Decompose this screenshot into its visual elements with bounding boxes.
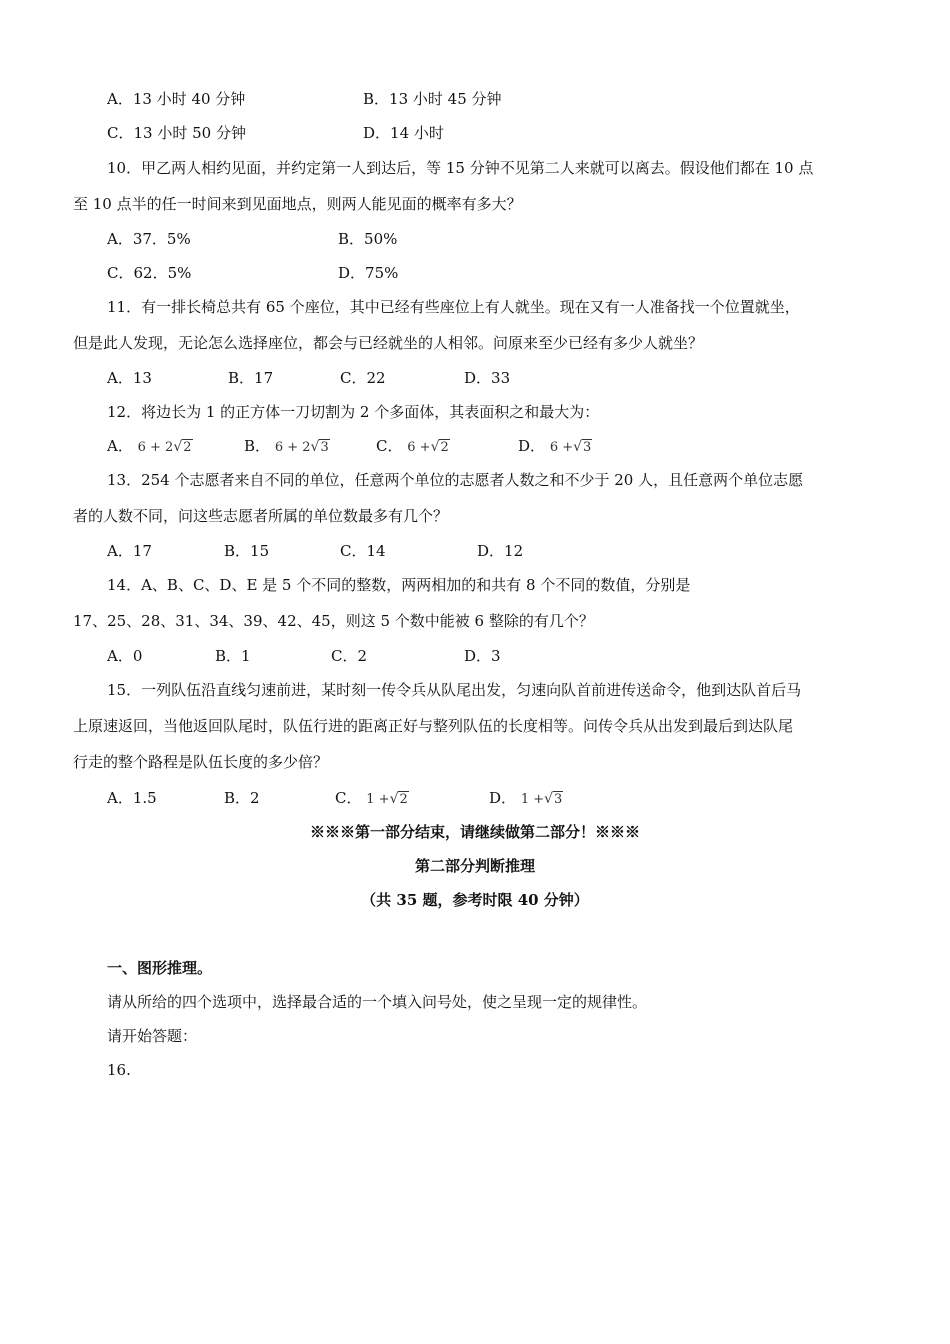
part-two-subtitle: （共 35 题，参考时限 40 分钟） <box>361 891 589 909</box>
sqrt-symbol-icon: √2 <box>430 439 449 455</box>
q10-text-line1: 10．甲乙两人相约见面，并约定第一人到达后，等 15 分钟不见第二人来就可以离去。假设他们都在 10 点 <box>107 159 814 177</box>
q14-option-c: C．2 <box>331 647 368 665</box>
q12-d-prefix: 6 + <box>549 440 574 455</box>
q12-option-a-label: A． <box>107 437 133 455</box>
q13-text-line2: 者的人数不同，问这些志愿者所属的单位数最多有几个？ <box>73 507 449 525</box>
q13-option-c: C．14 <box>340 542 386 560</box>
q12-a-prefix: 6 + 2 <box>137 440 174 455</box>
sqrt-symbol-icon: √2 <box>173 439 192 455</box>
q12-b-prefix: 6 + 2 <box>274 440 311 455</box>
q12-option-b-label: B． <box>244 437 271 455</box>
q15-text-line3: 行走的整个路程是队伍长度的多少倍？ <box>73 753 329 771</box>
q13-option-a: A．17 <box>107 542 152 560</box>
q13-option-b: B．15 <box>224 542 270 560</box>
q12-c-radicand: 2 <box>440 440 449 455</box>
sqrt-symbol-icon: √3 <box>544 791 563 807</box>
sqrt-symbol-icon: √3 <box>310 439 329 455</box>
q11-option-d: D．33 <box>464 369 511 387</box>
q10-option-b: B．50% <box>338 230 398 248</box>
q15-option-d <box>489 788 563 810</box>
q12-option-a <box>107 436 193 458</box>
q11-option-b: B．17 <box>228 369 274 387</box>
q15-option-c <box>335 788 409 810</box>
q12-option-c-formula <box>407 440 450 455</box>
q14-option-b: B．1 <box>215 647 251 665</box>
q12-text-line1: 12．将边长为 1 的正方体一刀切割为 2 个多面体，其表面积之和最大为： <box>107 403 600 421</box>
q13-option-d: D．12 <box>477 542 524 560</box>
q16-number: 16. <box>107 1061 131 1079</box>
q9-option-b: B．13 小时 45 分钟 <box>363 90 502 108</box>
sqrt-symbol-icon: √3 <box>573 439 592 455</box>
q12-option-c <box>376 436 450 458</box>
q15-c-prefix: 1 + <box>366 792 390 807</box>
q9-option-d: D．14 小时 <box>363 124 444 142</box>
q12-option-b-formula <box>275 440 330 455</box>
q15-d-radicand: 3 <box>554 792 563 807</box>
q10-option-a: A．37．5% <box>107 230 191 248</box>
q10-option-c: C．62．5% <box>107 264 192 282</box>
q15-option-c-label: C． <box>335 789 362 807</box>
q14-option-d: D．3 <box>464 647 501 665</box>
q12-b-radicand: 3 <box>320 440 329 455</box>
q12-option-d-formula <box>550 440 593 455</box>
part-two-title: 第二部分判断推理 <box>414 857 535 875</box>
q14-text-line2: 17、25、28、31、34、39、42、45，则这 5 个数中能被 6 整除的有几个？ <box>73 612 594 630</box>
q14-option-a: A．0 <box>107 647 143 665</box>
q11-option-c: C．22 <box>340 369 386 387</box>
q12-option-b <box>244 436 330 458</box>
q15-c-radicand: 2 <box>399 792 408 807</box>
q12-d-radicand: 3 <box>583 440 592 455</box>
q15-d-prefix: 1 + <box>520 792 545 807</box>
section-one-title: 一、图形推理。 <box>107 959 213 977</box>
q10-option-d: D．75% <box>338 264 399 282</box>
q10-text-line2: 至 10 点半的任一时间来到见面地点，则两人能见面的概率有多大？ <box>73 195 522 213</box>
q14-text-line1: 14．A、B、C、D、E 是 5 个不同的整数，两两相加的和共有 8 个不同的数值，分别是 <box>107 576 691 594</box>
q12-option-a-formula <box>138 440 193 455</box>
q13-text-line1: 13．254 个志愿者来自不同的单位，任意两个单位的志愿者人数之和不少于 20 人，且任意两个单位志愿 <box>107 471 804 489</box>
q11-option-a: A．13 <box>107 369 152 387</box>
section-one-instructions: 请从所给的四个选项中，选择最合适的一个填入问号处，使之呈现一定的规律性。 <box>107 993 648 1011</box>
start-prompt: 请开始答题： <box>107 1027 198 1045</box>
q12-a-radicand: 2 <box>183 440 192 455</box>
q12-option-d-label: D． <box>518 437 546 455</box>
part-one-end-notice: ※※※第一部分结束，请继续做第二部分！※※※ <box>309 823 640 841</box>
q15-option-b: B．2 <box>224 789 260 807</box>
q15-text-line1: 15．一列队伍沿直线匀速前进，某时刻一传令兵从队尾出发，匀速向队首前进传送命令，他到达队首后马 <box>107 681 802 699</box>
q15-option-c-formula <box>366 792 409 807</box>
q9-option-a: A．13 小时 40 分钟 <box>107 90 246 108</box>
q12-option-d <box>518 436 592 458</box>
sqrt-symbol-icon: √2 <box>389 791 408 807</box>
q11-text-line1: 11．有一排长椅总共有 65 个座位，其中已经有些座位上有人就坐。现在又有一人准备找一个位置就坐， <box>107 298 800 316</box>
q9-option-c: C．13 小时 50 分钟 <box>107 124 246 142</box>
q12-option-c-label: C． <box>376 437 403 455</box>
q15-text-line2: 上原速返回，当他返回队尾时，队伍行进的距离正好与整列队伍的长度相等。问传令兵从出发到最后到达队尾 <box>73 717 794 735</box>
q15-option-a: A．1.5 <box>107 789 157 807</box>
q12-c-prefix: 6 + <box>407 440 431 455</box>
q11-text-line2: 但是此人发现，无论怎么选择座位，都会与已经就坐的人相邻。问原来至少已经有多少人就坐？ <box>73 334 704 352</box>
q15-option-d-label: D． <box>489 789 517 807</box>
q15-option-d-formula <box>521 792 564 807</box>
